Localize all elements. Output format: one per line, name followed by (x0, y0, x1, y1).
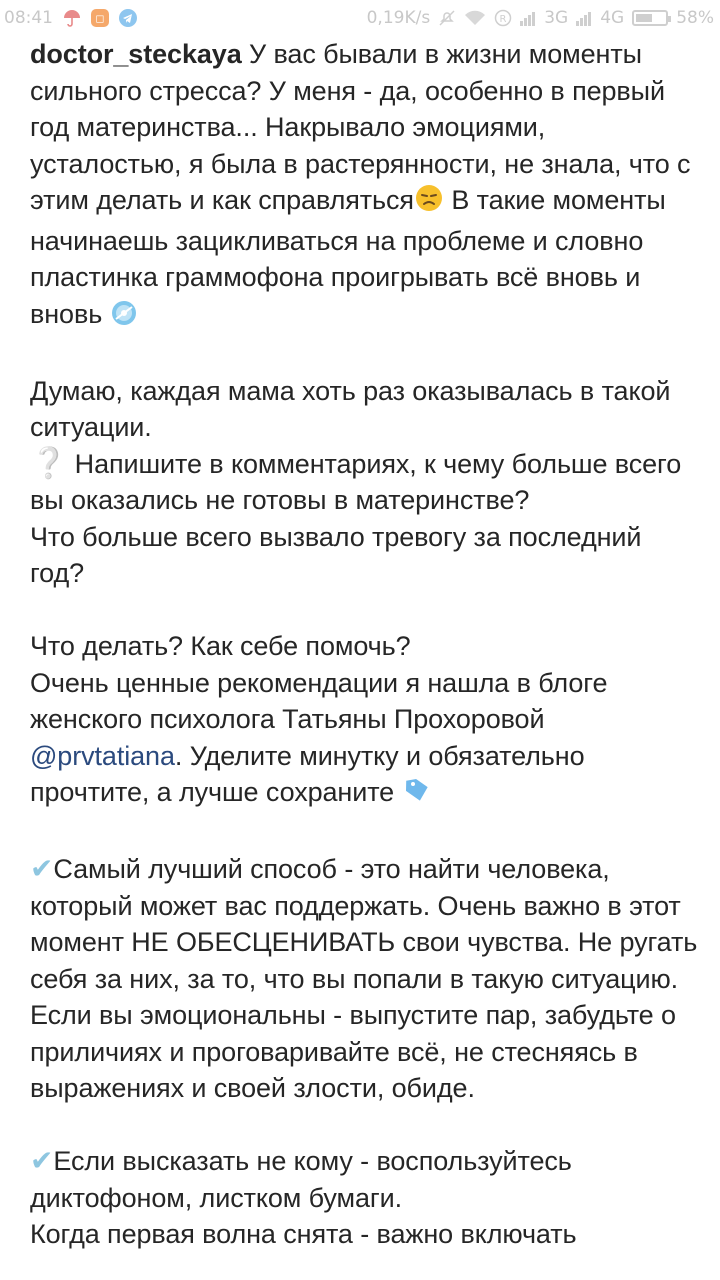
network-type-2: 4G (600, 8, 625, 28)
signal-icon (576, 10, 592, 26)
caption-paragraph: Думаю, каждая мама хоть раз оказывалась в такой ситуации. (30, 375, 671, 442)
caption-paragraph: Что больше всего вызвало тревогу за последний год? (30, 521, 642, 588)
username-link[interactable]: doctor_steckaya (30, 39, 242, 69)
check-mark-emoji-icon: ✔ (30, 1145, 54, 1176)
mention-link[interactable]: @prvtatiana (30, 740, 175, 771)
caption-intro (30, 36, 700, 336)
svg-text:R: R (499, 14, 507, 25)
caption-paragraph: Что делать? Как себе помочь? (30, 631, 411, 661)
caption-recommendation: Очень ценные рекомендации я нашла в блоге женского психолога Татьяны Прохоровой @prvtatiana. Уделите минутку и обязательно прочтите, а лучше сохраните (30, 665, 700, 815)
check-mark-emoji-icon: ✔ (30, 853, 54, 884)
caption-tip: ✔Если высказать не кому - воспользуйтесь диктофоном, листком бумаги. (30, 1145, 572, 1213)
caption-paragraph: Когда первая волна снята - важно включать (30, 1219, 577, 1249)
network-type-1: 3G (544, 8, 569, 28)
dnd-off-icon (438, 9, 456, 27)
battery-icon (632, 10, 668, 26)
battery-percent: 58% (676, 8, 714, 28)
post-caption (30, 36, 700, 1253)
wifi-icon (464, 10, 486, 26)
cd-disc-emoji-icon (110, 299, 138, 337)
caption-question: ❔ Напишите в комментариях, к чему больше всего вы оказались не готовы в материнстве? (30, 446, 682, 515)
caption-tip: ✔Самый лучший способ - это найти человека, который может вас поддержать. Очень важно в этот момент НЕ ОБЕСЦЕНИВАТЬ свои чувства. Не ругать себя за них, за то, что вы попали в такую ситуацию. (30, 853, 698, 994)
roaming-icon (494, 9, 512, 27)
sad-face-emoji-icon (414, 183, 444, 223)
battery-fill (636, 14, 652, 22)
caption-paragraph: Если вы эмоциональны - выпустите пар, забудьте о приличиях и проговаривайте всё, не стесняясь в выражениях и своей злости, обиде. (30, 1000, 676, 1103)
question-mark-emoji-icon: ❔ (30, 446, 68, 480)
telegram-icon (119, 9, 137, 27)
signal-icon (520, 10, 536, 26)
status-time: 08:41 (4, 8, 53, 28)
caption-text: В такие моменты начинаешь зацикливаться на проблеме и словно пластинка граммофона проигрывать всё вновь и вновь (30, 185, 666, 329)
network-speed: 0,19K/s (366, 8, 431, 28)
label-tag-emoji-icon (402, 775, 432, 815)
status-bar (0, 0, 720, 36)
umbrella-icon (63, 9, 81, 27)
app-notification-icon: ◻ (91, 9, 109, 27)
caption-text: У вас бывали в жизни моменты сильного стресса? У меня - да, особенно в первый год материнства... Накрывало эмоциями, усталостью, я была в растерянности, не знала, что с этим делать и как справляться (30, 39, 691, 215)
